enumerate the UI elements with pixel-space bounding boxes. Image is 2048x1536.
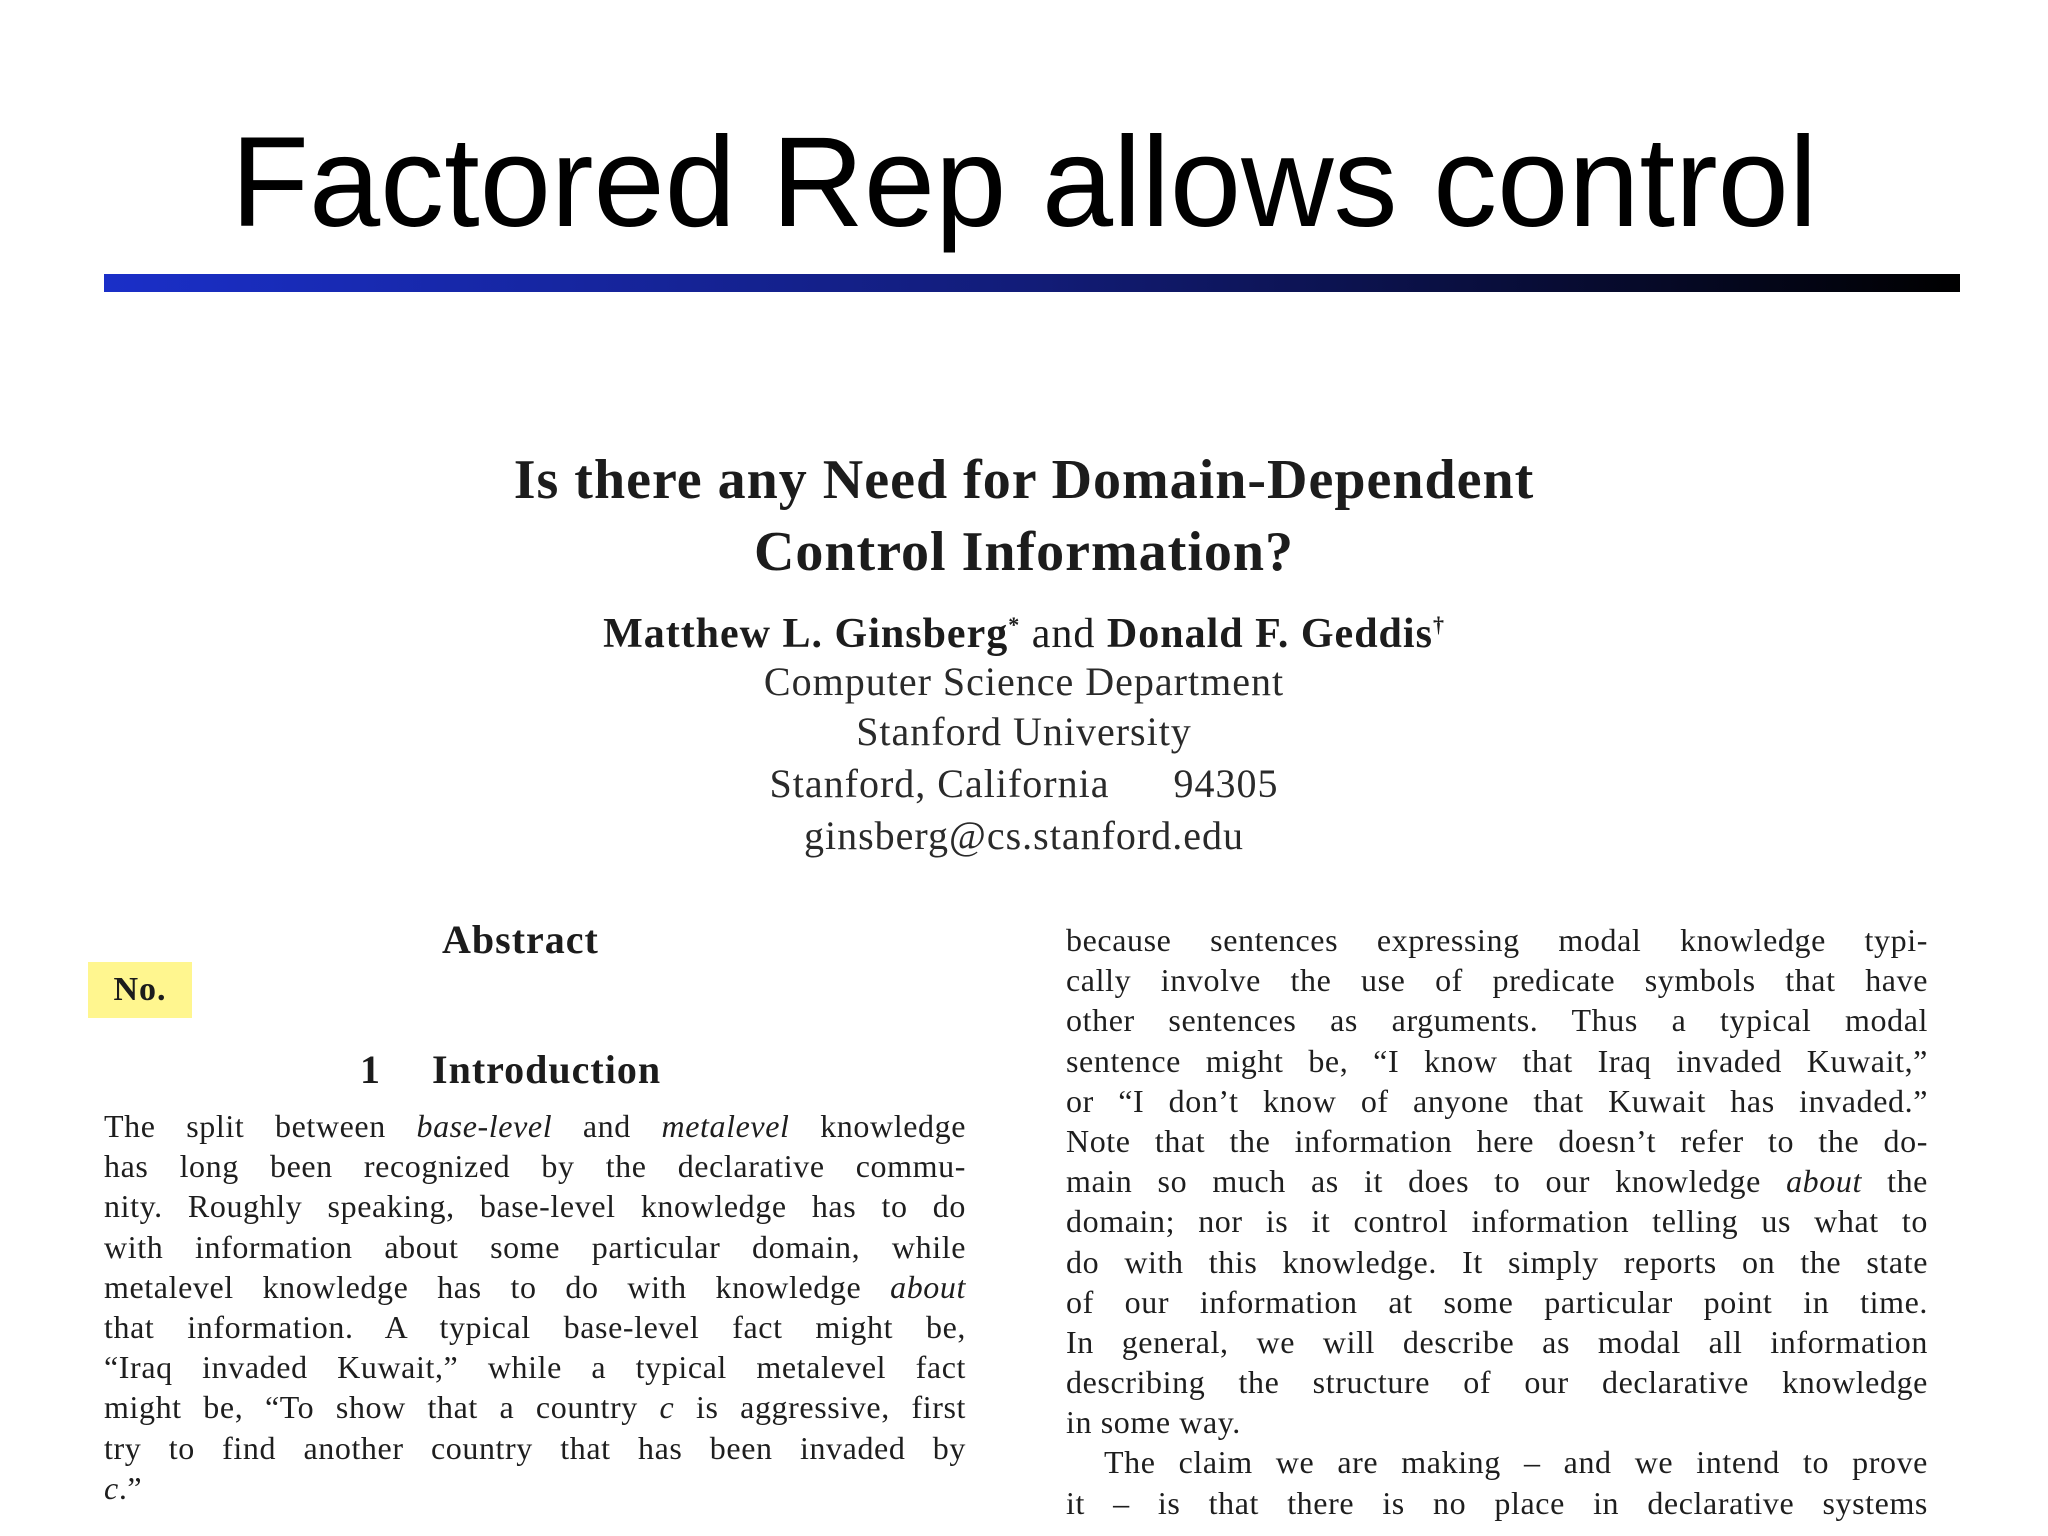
intro-heading — [360, 1044, 661, 1096]
authors-and: and — [1031, 611, 1096, 657]
paper-title-line-1: Is there any Need for Domain-Dependent — [513, 449, 1535, 511]
author-2: Donald F. Geddis — [1106, 611, 1433, 657]
left-column-line: has long been recognized by the declarative commu- — [104, 1148, 966, 1185]
affiliation-address — [0, 758, 2048, 810]
left-column-line: might be, “To show that a country c is aggressive, first — [104, 1389, 966, 1426]
right-column-line: Note that the information here doesn’t refer to the do- — [1066, 1122, 1928, 1159]
paper-authors — [0, 596, 2048, 663]
right-column-line: sentence might be, “I know that Iraq invaded Kuwait,” — [1066, 1042, 1928, 1079]
intro-number: 1 — [360, 1047, 381, 1092]
affiliation-city: Stanford, California — [769, 761, 1110, 806]
right-column-line: of our information at some particular point in time. — [1066, 1283, 1928, 1320]
right-column-line: In general, we will describe as modal all information — [1066, 1323, 1928, 1360]
right-column-line: domain; nor is it control information telling us what to — [1066, 1203, 1928, 1240]
left-column-line: try to find another country that has been invaded by — [104, 1429, 966, 1466]
affiliation-department: Computer Science Department — [763, 659, 1285, 704]
author-1-mark: * — [1008, 612, 1021, 637]
right-column-line: The claim we are making – and we intend to prove — [1104, 1444, 1928, 1481]
right-column-line: main so much as it does to our knowledge about the — [1066, 1163, 1928, 1200]
author-2-mark: † — [1432, 612, 1445, 637]
abstract-text-highlighted: No. — [88, 962, 192, 1018]
affiliation-zip: 94305 — [1173, 761, 1279, 806]
right-column-line: or “I don’t know of anyone that Kuwait has invaded.” — [1066, 1082, 1928, 1119]
right-column-text — [1066, 920, 1928, 1523]
right-column-line: cally involve the use of predicate symbols that have — [1066, 962, 1928, 999]
author-1: Matthew L. Ginsberg — [603, 611, 1009, 657]
author-email: ginsberg@cs.stanford.edu — [803, 813, 1244, 858]
left-column-line: metalevel knowledge has to do with knowledge about — [104, 1268, 966, 1305]
slide-title: Factored Rep allows control — [230, 111, 1818, 254]
left-column-line: c.” — [104, 1469, 143, 1506]
left-column-line: The split between base-level and metalevel knowledge — [104, 1108, 967, 1144]
left-column-text — [104, 1106, 966, 1508]
right-column-clip — [1060, 920, 1942, 1521]
abstract-heading: Abstract — [442, 917, 599, 962]
intro-title: Introduction — [432, 1047, 662, 1092]
left-column-line: that information. A typical base-level fact might be, — [104, 1308, 966, 1345]
right-column-line: it – is that there is no place in declarative systems — [1066, 1484, 1928, 1521]
paper-title — [0, 444, 2048, 588]
right-column-line: because sentences expressing modal knowledge typi- — [1066, 922, 1928, 958]
right-column-line: in some way. — [1066, 1404, 1241, 1441]
right-column-line: do with this knowledge. It simply reports on the state — [1066, 1243, 1928, 1280]
affiliation-university: Stanford University — [856, 709, 1192, 754]
paper-title-line-2: Control Information? — [753, 521, 1295, 583]
left-column-line: nity. Roughly speaking, base-level knowledge has to do — [104, 1188, 966, 1225]
right-column-line: other sentences as arguments. Thus a typical modal — [1066, 1002, 1928, 1039]
left-column-line: “Iraq invaded Kuwait,” while a typical metalevel fact — [104, 1349, 966, 1386]
right-column-line: describing the structure of our declarative knowledge — [1066, 1364, 1928, 1401]
left-column-line: with information about some particular domain, while — [104, 1228, 966, 1265]
